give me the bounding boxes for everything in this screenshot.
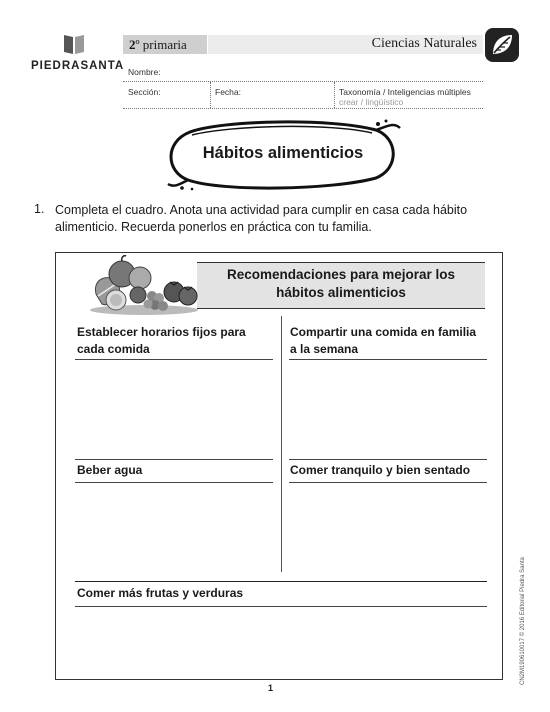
cell-topline bbox=[289, 459, 487, 460]
cell-heading-familia: Compartir una comida en familia a la semana bbox=[290, 325, 477, 356]
field-divider bbox=[210, 82, 211, 108]
table-banner-title: Recomendaciones para mejorar los hábitos alimenticios bbox=[226, 267, 456, 300]
answer-area-agua[interactable] bbox=[75, 485, 273, 569]
book-logo-icon bbox=[62, 33, 86, 55]
question-number: 1. bbox=[34, 202, 45, 216]
answer-area-familia[interactable] bbox=[289, 362, 487, 458]
answer-area-tranquilo[interactable] bbox=[289, 485, 487, 569]
cell-underline bbox=[75, 482, 273, 483]
cell-underline bbox=[289, 482, 487, 483]
fecha-label: Fecha: bbox=[215, 87, 241, 97]
cell-heading-tranquilo: Comer tranquilo y bien sentado bbox=[290, 463, 471, 477]
page-title: Hábitos alimenticios bbox=[202, 144, 364, 162]
nombre-label: Nombre: bbox=[128, 67, 161, 77]
cell-heading-agua: Beber agua bbox=[77, 463, 143, 477]
subject-title: Ciencias Naturales bbox=[371, 36, 477, 51]
taxonomia-detail: crear / lingüístico bbox=[339, 97, 404, 107]
copyright-note: CN2M190610017 © 2016 Editorial Piedra Santa bbox=[520, 557, 526, 685]
column-divider bbox=[281, 316, 282, 572]
cell-underline bbox=[75, 359, 273, 360]
publisher-logo-text: PIEDRASANTA bbox=[31, 60, 125, 72]
cell-underline bbox=[75, 606, 487, 607]
cell-underline bbox=[289, 359, 487, 360]
seccion-fecha-field[interactable] bbox=[123, 108, 483, 109]
question-text: Completa el cuadro. Anota una actividad para cumplir en casa cada hábito alimenticio. Recuerda ponerlos en práctica con tu familia. bbox=[55, 203, 468, 234]
answer-area-horarios[interactable] bbox=[75, 362, 273, 458]
cell-topline bbox=[75, 581, 487, 582]
page-number: 1 bbox=[268, 683, 274, 693]
leaf-icon bbox=[484, 27, 520, 63]
fruits-illustration bbox=[88, 254, 200, 316]
taxonomia-label: Taxonomía / Inteligencias múltiples bbox=[339, 87, 471, 97]
nombre-field[interactable] bbox=[123, 81, 483, 82]
cell-topline bbox=[75, 459, 273, 460]
answer-area-frutas[interactable] bbox=[75, 609, 487, 673]
grade-label: 2º primaria bbox=[129, 37, 187, 52]
field-divider bbox=[334, 82, 335, 108]
seccion-label: Sección: bbox=[128, 87, 161, 97]
cell-heading-frutas: Comer más frutas y verduras bbox=[77, 586, 244, 600]
cell-heading-horarios: Establecer horarios fijos para cada comida bbox=[77, 325, 246, 356]
